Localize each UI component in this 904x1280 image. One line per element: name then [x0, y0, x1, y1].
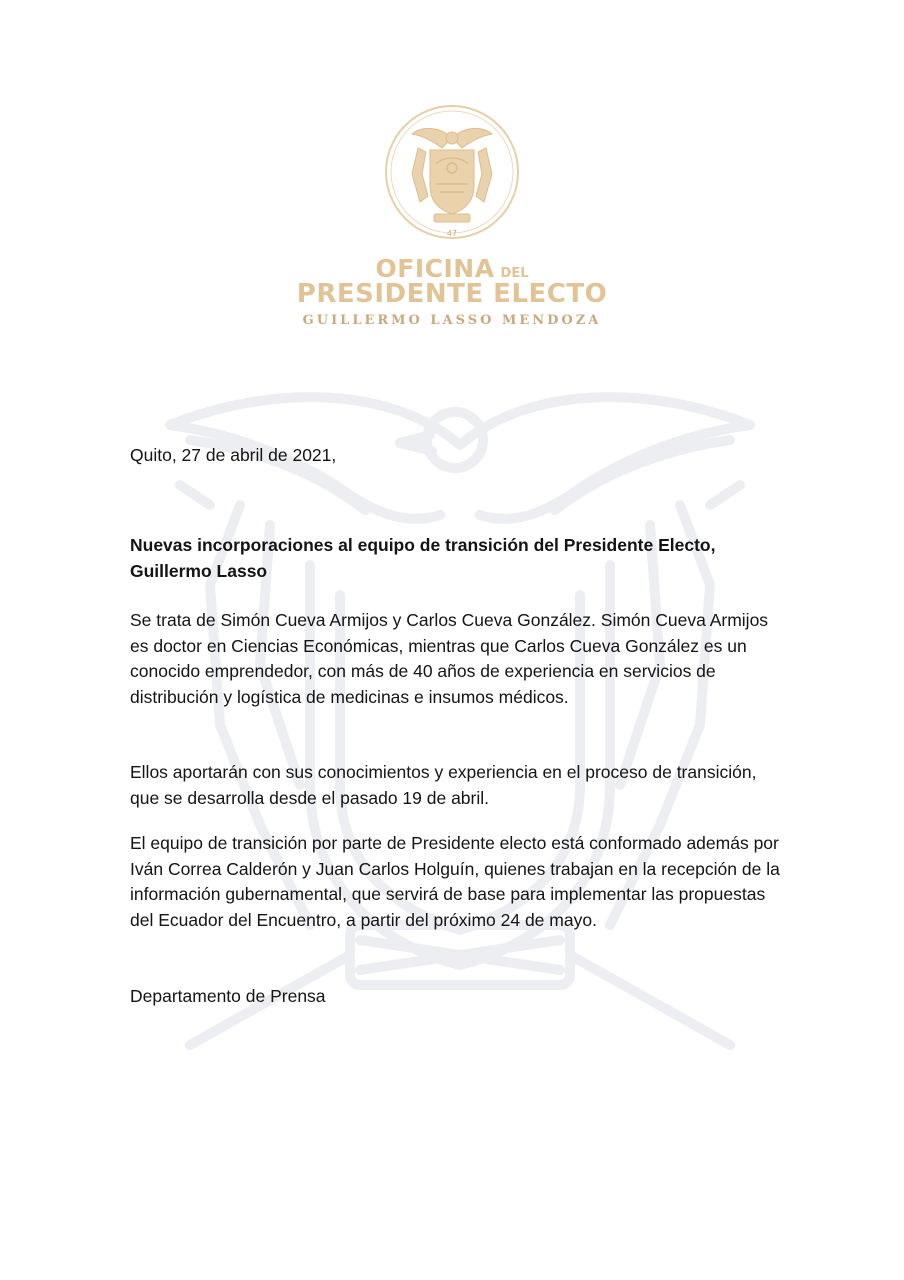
- body-paragraph: Ellos aportarán con sus conocimientos y experiencia en el proceso de transición, que se desarrolla desde el pasado 19 de abril.: [130, 762, 757, 808]
- body-paragraph: El equipo de transición por parte de Presidente electo está conformado además por Iván Correa Calderón y Juan Carlos Holguín, quienes trabajan en la recepción de la información gubernamental, que servirá de base para implementar las propuestas del Ecuador del Encuentro, a partir del próximo 24 de mayo.: [130, 833, 780, 930]
- headline: Nuevas incorporaciones al equipo de transición del Presidente Electo, Guillermo Lasso: [130, 535, 716, 581]
- date-line: Quito, 27 de abril de 2021,: [130, 445, 337, 465]
- signature: Departamento de Prensa: [130, 986, 326, 1006]
- coat-of-arms-watermark-icon: [150, 365, 770, 1085]
- office-word: OFICINA: [375, 254, 495, 283]
- svg-text:47: 47: [446, 229, 458, 238]
- body-paragraph: Se trata de Simón Cueva Armijos y Carlos Cueva González. Simón Cueva Armijos es doctor en Ciencias Económicas, mientras que Carlos Cueva González es un conocido emprendedor, con más de 40 años de experiencia en servicios de distribución y logística de medicinas e insumos médicos.: [130, 610, 769, 707]
- president-name: GUILLERMO LASSO MENDOZA: [302, 313, 602, 328]
- president-elect-title: PRESIDENTE ELECTO: [296, 279, 608, 309]
- office-del-word: DEL: [500, 266, 529, 281]
- coat-of-arms-icon: [384, 104, 520, 240]
